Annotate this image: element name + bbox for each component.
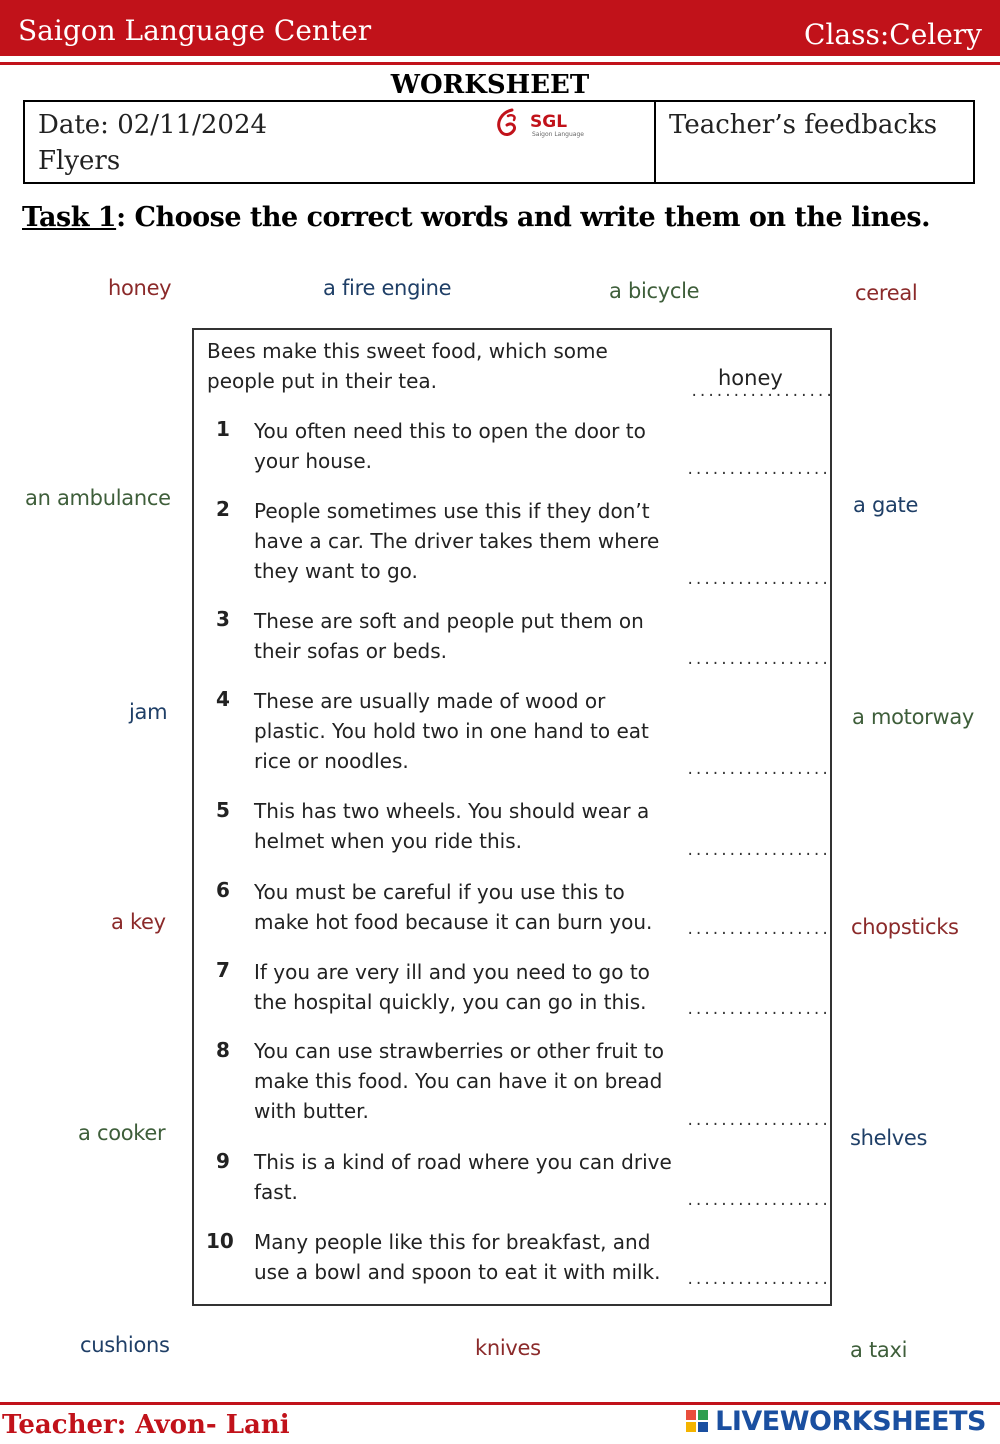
question-number: 4 (216, 687, 230, 711)
info-table-divider (654, 100, 656, 184)
question-text: You often need this to open the door to your house. (254, 419, 646, 473)
answer-line[interactable]: ................. (686, 762, 830, 778)
question-text: You can use strawberries or other fruit to make this food. You can have it on bread with butter. (254, 1039, 664, 1123)
word-bank-item: a motorway (852, 705, 975, 729)
answer-line[interactable]: ................. (686, 1113, 830, 1129)
word-bank-item: jam (129, 700, 168, 724)
word-bank-item: shelves (850, 1126, 928, 1150)
footer-divider-line (0, 1402, 1000, 1405)
word-bank-item: an ambulance (25, 486, 171, 510)
task-label: Task 1 (22, 202, 117, 233)
question-text: You must be careful if you use this to make hot food because it can burn you. (254, 880, 653, 934)
word-bank-item: honey (108, 276, 172, 300)
question-number: 5 (216, 798, 230, 822)
logo-subtext: Saigon Language (532, 131, 584, 138)
answer-line[interactable]: ................. (686, 1193, 830, 1209)
liveworksheets-icon (686, 1410, 708, 1432)
word-bank-item: a key (111, 910, 166, 934)
word-bank-item: a gate (853, 493, 919, 517)
word-bank-item: cereal (855, 281, 918, 305)
example-answer: honey (718, 366, 783, 390)
answer-line[interactable]: ................. (686, 843, 830, 859)
question-number: 1 (216, 417, 230, 441)
worksheet-title: WORKSHEET (390, 70, 590, 100)
question-number: 10 (206, 1229, 234, 1253)
logo-text: SGL (530, 112, 568, 132)
liveworksheets-logo[interactable]: LIVEWORKSHEETS (715, 1406, 986, 1437)
word-bank-item: cushions (80, 1333, 170, 1357)
question-text: These are usually made of wood or plastic. You hold two in one hand to eat rice or noodles. (254, 689, 649, 773)
task-instruction: : Choose the correct words and write them on the lines. (116, 202, 930, 233)
question-text: This is a kind of road where you can drive fast. (254, 1150, 672, 1204)
word-bank-item: a cooker (78, 1121, 166, 1145)
question-text: These are soft and people put them on their sofas or beds. (254, 609, 644, 663)
answer-line[interactable]: ................. (686, 462, 830, 478)
level-label: Flyers (38, 146, 121, 176)
question-text: If you are very ill and you need to go to the hospital quickly, you can go in this. (254, 960, 650, 1014)
teacher-name: Teacher: Avon- Lani (2, 1410, 290, 1440)
answer-line[interactable]: ................. (686, 1002, 830, 1018)
teacher-feedback-label: Teacher’s feedbacks (669, 110, 938, 140)
question-text: People sometimes use this if they don’t have a car. The driver takes them where they want to go. (254, 499, 660, 583)
answer-line[interactable]: ................. (686, 652, 830, 668)
word-bank-item: knives (475, 1336, 541, 1360)
example-question: Bees make this sweet food, which some people put in their tea. (207, 339, 608, 393)
class-name: Class:Celery (804, 18, 982, 51)
question-text: This has two wheels. You should wear a helmet when you ride this. (254, 799, 650, 853)
task-heading (22, 202, 930, 233)
question-number: 8 (216, 1038, 230, 1062)
question-number: 2 (216, 497, 230, 521)
question-number: 9 (216, 1149, 230, 1173)
question-number: 6 (216, 878, 230, 902)
question-number: 7 (216, 958, 230, 982)
word-bank-item: a taxi (850, 1338, 908, 1362)
question-number: 3 (216, 607, 230, 631)
word-bank-item: a fire engine (323, 276, 452, 300)
date-label: Date: 02/11/2024 (38, 110, 268, 140)
word-bank-item: chopsticks (851, 915, 959, 939)
answer-line[interactable]: ................. (686, 572, 830, 588)
center-name: Saigon Language Center (18, 14, 372, 47)
answer-line[interactable]: ................. (686, 922, 830, 938)
answer-line[interactable]: ................. (686, 1272, 830, 1288)
word-bank-item: a bicycle (609, 279, 700, 303)
header-divider-line (0, 62, 1000, 65)
question-text: Many people like this for breakfast, and use a bowl and spoon to eat it with milk. (254, 1230, 661, 1284)
example-answer-line: ................. (690, 384, 834, 400)
sgl-logo-icon (494, 106, 594, 142)
